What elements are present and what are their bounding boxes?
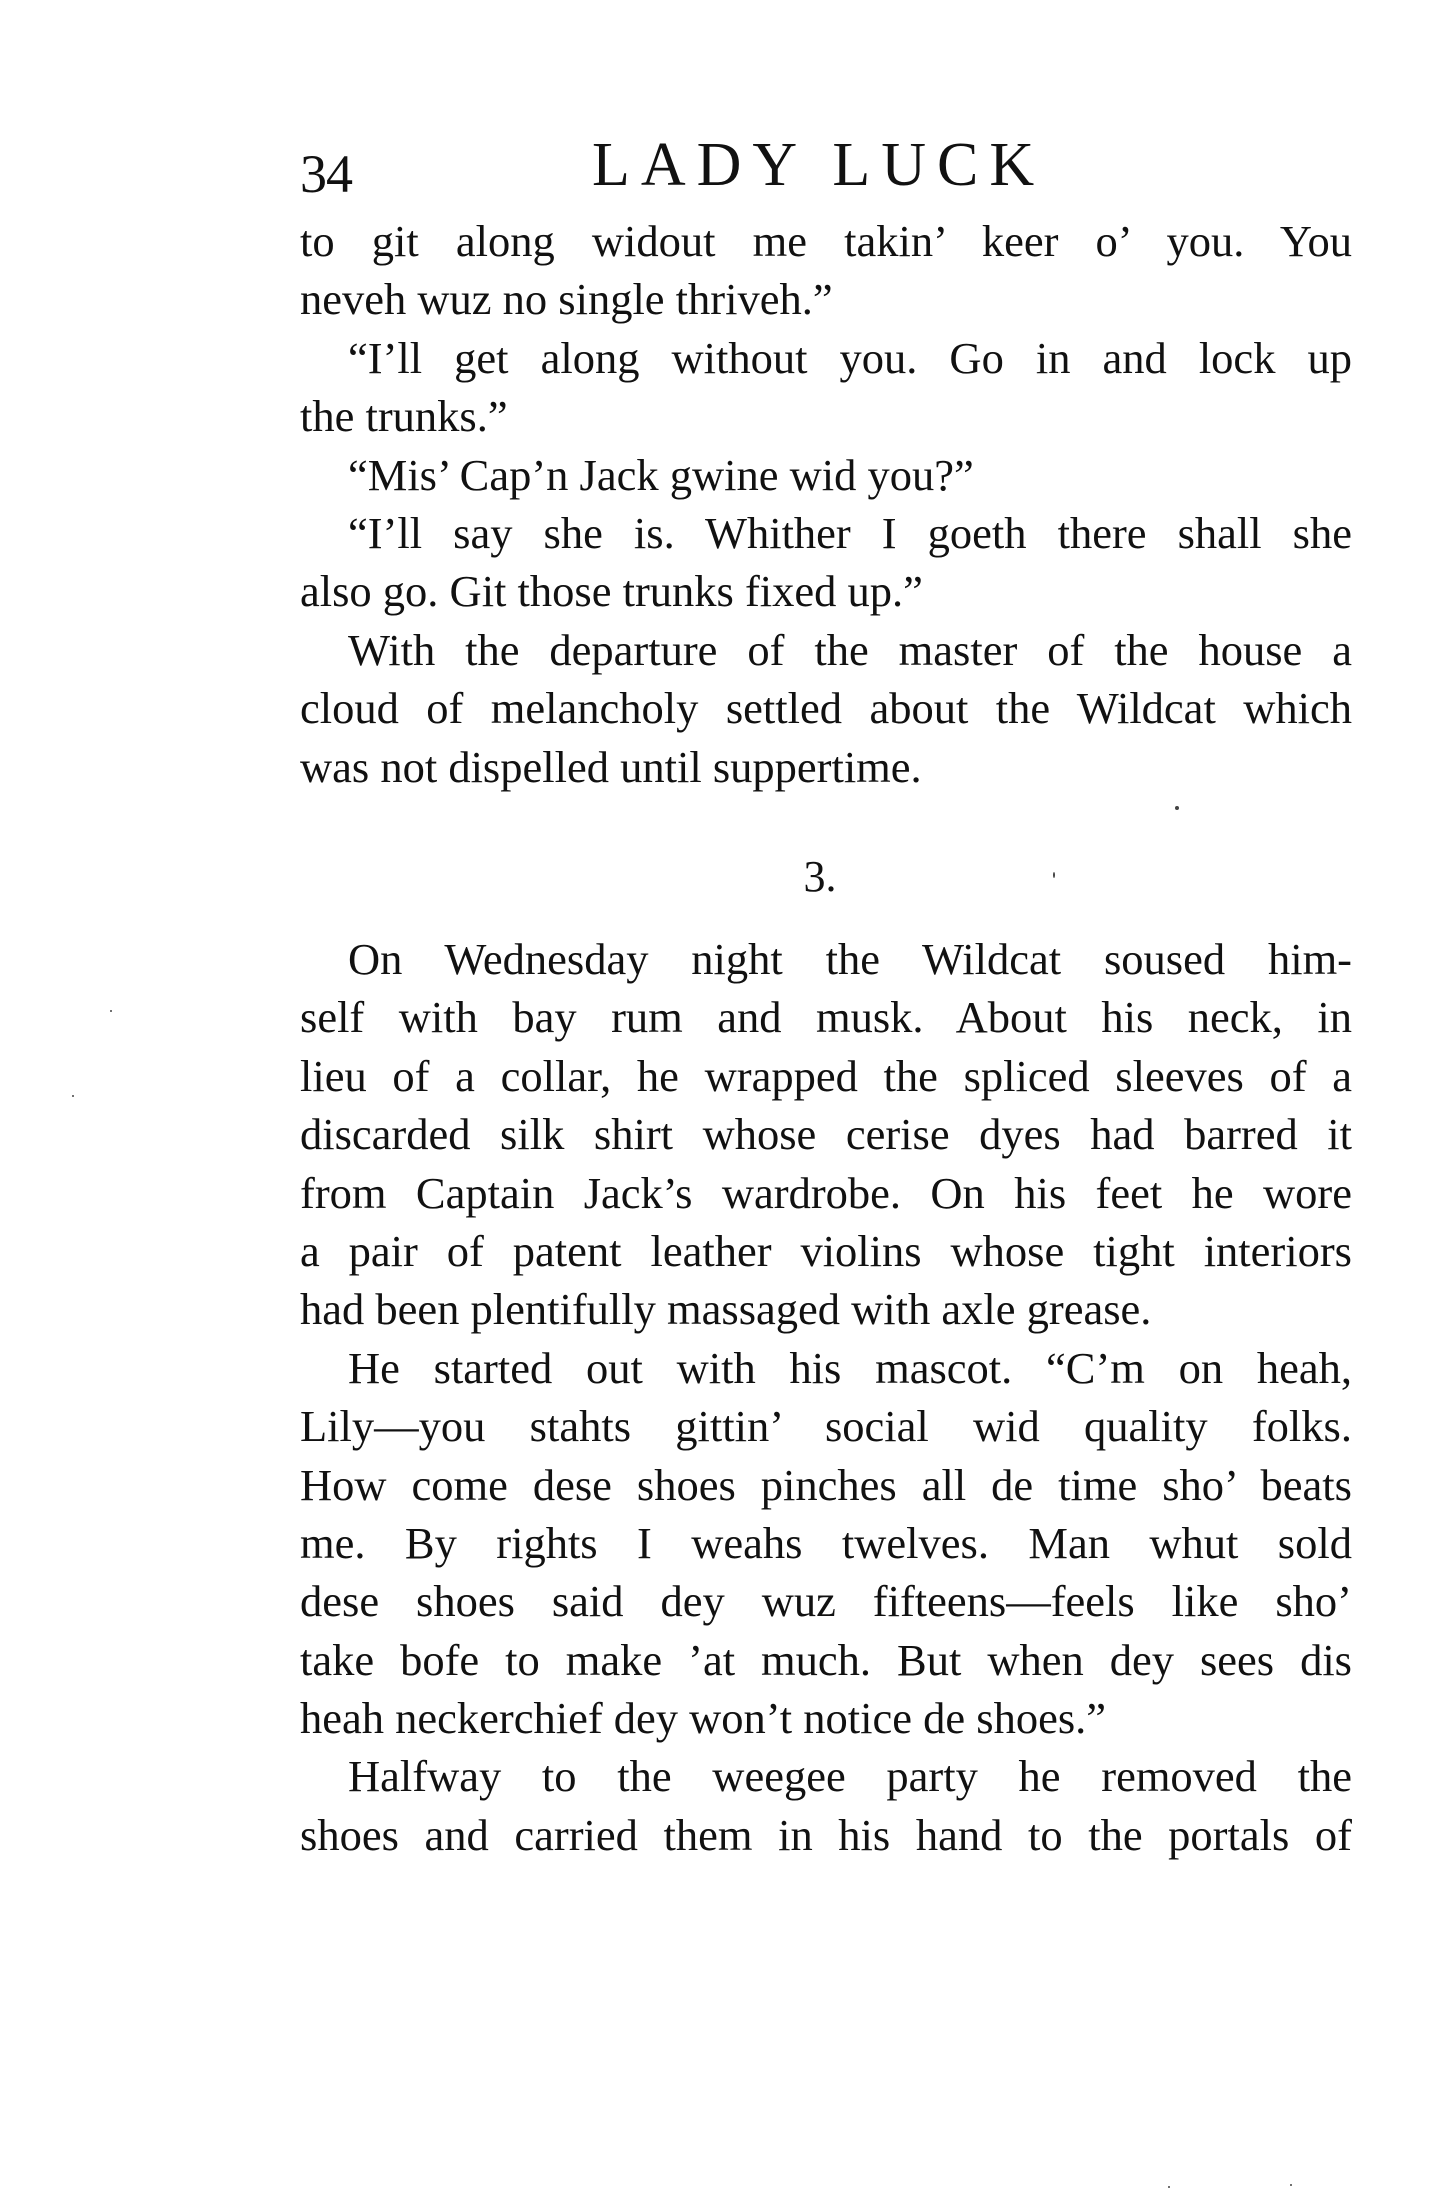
text-line: On Wednesday night the Wildcat soused him- — [348, 934, 1352, 984]
section-number: 3. — [803, 852, 837, 901]
text-line: With the departure of the master of the house a — [348, 624, 1352, 675]
text-line: was not dispelled until suppertime. — [300, 741, 922, 792]
text-line: shoes and carried them in his hand to the portals of — [300, 1809, 1352, 1860]
text-line: dese shoes said dey wuz fifteens—feels like sho’ — [300, 1576, 1352, 1627]
text-line: “Mis’ Cap’n Jack gwine wid you?” — [348, 449, 974, 500]
text-line: lieu of a collar, he wrapped the spliced sleeves of a — [300, 1050, 1352, 1101]
text-line: Lily—you stahts gittin’ social wid quality folks. — [300, 1401, 1352, 1452]
text-block-after-break — [300, 930, 1352, 1864]
text-line: me. By rights I weahs twelves. Man whut sold — [300, 1517, 1352, 1568]
text-line: heah neckerchief dey won’t notice de shoes.” — [300, 1693, 1107, 1744]
text-line: cloud of melancholy settled about the Wildcat which — [300, 683, 1352, 734]
text-line: neveh wuz no single thriveh.” — [300, 274, 833, 325]
scan-speck — [1053, 872, 1055, 878]
text-line: “I’ll get along without you. Go in and lock up — [348, 332, 1352, 383]
text-line: from Captain Jack’s wardrobe. On his feet he wore — [300, 1167, 1352, 1218]
text-line: Halfway to the weegee party he removed the — [348, 1751, 1352, 1802]
scan-speck — [1168, 2186, 1170, 2188]
text-line: also go. Git those trunks fixed up.” — [300, 566, 923, 617]
text-line: He started out with his mascot. “C’m on heah, — [348, 1342, 1352, 1393]
text-line: discarded silk shirt whose cerise dyes had barred it — [300, 1109, 1352, 1160]
text-line: to git along widout me takin’ keer o’ you. You — [300, 216, 1352, 266]
scan-speck — [1290, 2184, 1292, 2186]
scan-speck — [1175, 806, 1179, 810]
text-line: How come dese shoes pinches all de time sho’ beats — [300, 1459, 1352, 1510]
scan-speck — [72, 1095, 74, 1097]
book-title: LADY LUCK — [592, 131, 1046, 199]
page-number: 34 — [300, 144, 352, 204]
scan-speck — [110, 1010, 112, 1012]
running-head — [300, 130, 1352, 210]
text-line: self with bay rum and musk. About his neck, in — [300, 992, 1352, 1043]
text-line: a pair of patent leather violins whose tight interiors — [300, 1225, 1352, 1276]
text-block-before-break — [300, 212, 1352, 796]
text-line: “I’ll say she is. Whither I goeth there shall she — [348, 507, 1352, 558]
text-line: take bofe to make ’at much. But when dey sees dis — [300, 1634, 1352, 1685]
text-line: the trunks.” — [300, 391, 508, 442]
text-line: had been plentifully massaged with axle grease. — [300, 1284, 1152, 1335]
